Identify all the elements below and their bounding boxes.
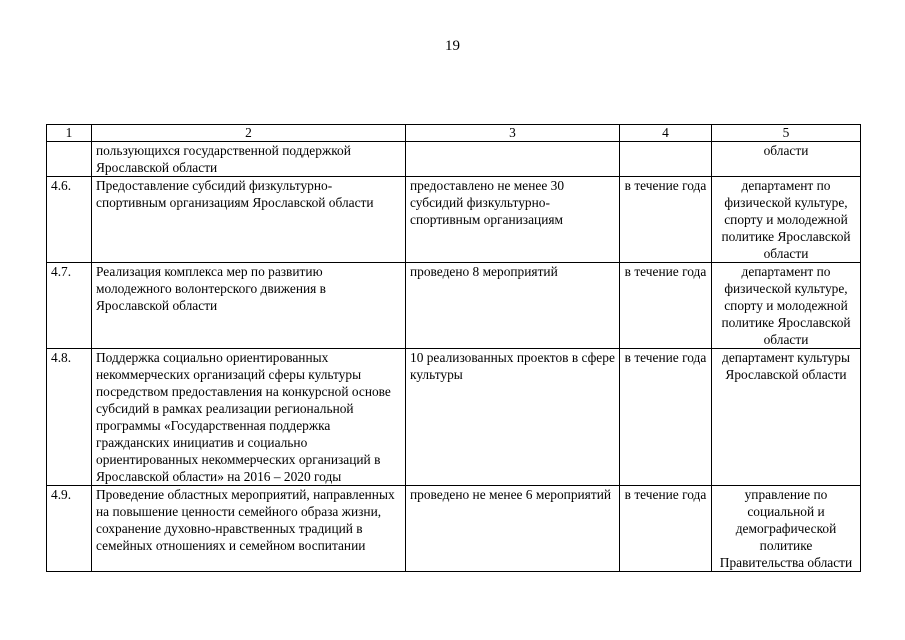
- activity-cell: Реализация комплекса мер по развитию молодежного волонтерского движения в Ярославской области: [92, 263, 406, 349]
- term-cell: в течение года: [620, 177, 712, 263]
- term-cell: [620, 142, 712, 177]
- row-number: 4.6.: [47, 177, 92, 263]
- header-col-2: 2: [92, 125, 406, 142]
- table-row: [47, 177, 861, 263]
- result-cell: проведено не менее 6 мероприятий: [406, 486, 620, 572]
- activity-cell: Предоставление субсидий физкультурно-спортивным организациям Ярославской области: [92, 177, 406, 263]
- activity-cell: пользующихся государственной поддержкой Ярославской области: [92, 142, 406, 177]
- activity-cell: Проведение областных мероприятий, направленных на повышение ценности семейного образа жизни, сохранение духовно-нравственных традиций в семейных отношениях и семейном воспитании: [92, 486, 406, 572]
- result-cell: 10 реализованных проектов в сфере культуры: [406, 349, 620, 486]
- table-row: [47, 349, 861, 486]
- activity-cell: Поддержка социально ориентированных некоммерческих организаций сферы культуры посредством предоставления на конкурсной основе субсидий в рамках реализации региональной программы «Государственная поддержка гражданских инициатив и социально ориентированных некоммерческих организаций в Ярославской области» на 2016 – 2020 годы: [92, 349, 406, 486]
- result-cell: проведено 8 мероприятий: [406, 263, 620, 349]
- executor-cell: департамент культуры Ярославской области: [712, 349, 861, 486]
- header-col-5: 5: [712, 125, 861, 142]
- header-col-1: 1: [47, 125, 92, 142]
- table-row: [47, 486, 861, 572]
- header-col-3: 3: [406, 125, 620, 142]
- header-col-4: 4: [620, 125, 712, 142]
- page-number: 19: [445, 38, 460, 54]
- program-activities-table: [46, 124, 861, 572]
- result-cell: [406, 142, 620, 177]
- row-number: 4.9.: [47, 486, 92, 572]
- term-cell: в течение года: [620, 486, 712, 572]
- term-cell: в течение года: [620, 349, 712, 486]
- result-cell: предоставлено не менее 30 субсидий физкультурно-спортивным организациям: [406, 177, 620, 263]
- executor-cell: управление по социальной и демографической политике Правительства области: [712, 486, 861, 572]
- table-row: [47, 263, 861, 349]
- executor-cell: департамент по физической культуре, спорту и молодежной политике Ярославской области: [712, 263, 861, 349]
- row-number: 4.8.: [47, 349, 92, 486]
- row-number: [47, 142, 92, 177]
- term-cell: в течение года: [620, 263, 712, 349]
- executor-cell: области: [712, 142, 861, 177]
- table-row: [47, 142, 861, 177]
- header-row: [47, 125, 861, 142]
- executor-cell: департамент по физической культуре, спорту и молодежной политике Ярославской области: [712, 177, 861, 263]
- row-number: 4.7.: [47, 263, 92, 349]
